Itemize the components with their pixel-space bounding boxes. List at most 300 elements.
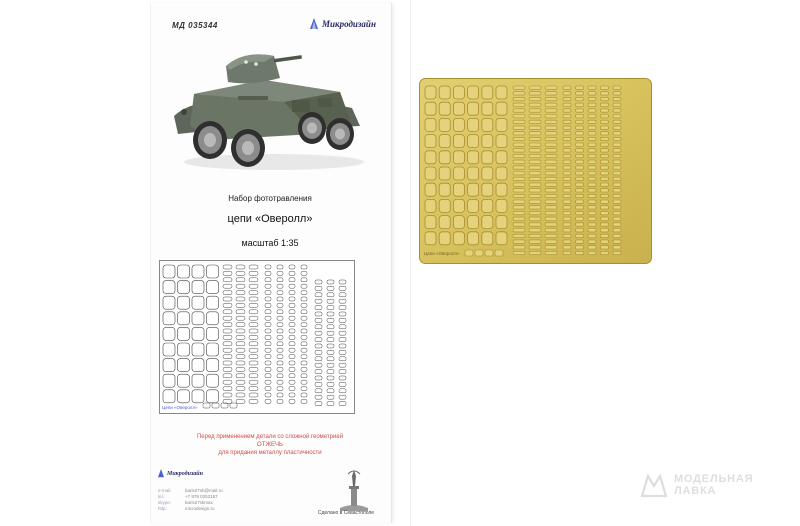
etched-link-large: [482, 232, 493, 245]
etched-link-large: [439, 232, 450, 245]
etched-link-small: [588, 240, 596, 243]
etched-link-medium: [545, 183, 557, 186]
etched-link-large: [439, 86, 450, 99]
etched-link-medium: [545, 234, 557, 237]
etched-link-small: [576, 160, 584, 163]
kit-type: Набор фототравления: [228, 194, 312, 203]
etched-link-medium: [529, 154, 541, 157]
contact-value: baris27skmax: [185, 500, 213, 505]
brand-sail-icon-small: [157, 469, 165, 478]
etched-link-large: [453, 102, 464, 115]
etched-link-medium: [513, 172, 525, 175]
etched-link-small: [576, 177, 584, 180]
etched-link-medium: [545, 194, 557, 197]
etched-link-large: [482, 183, 493, 196]
etched-link-large: [482, 167, 493, 180]
etched-link-small: [563, 126, 571, 129]
etched-link-small: [563, 154, 571, 157]
etched-link-small: [613, 217, 621, 220]
etched-link-large: [496, 216, 507, 229]
etched-link-small: [601, 183, 609, 186]
etched-link-large: [468, 135, 479, 148]
etched-link-medium: [545, 137, 557, 140]
etched-link-medium: [545, 160, 557, 163]
etched-link-small: [576, 229, 584, 232]
etched-link-large: [496, 199, 507, 212]
etched-link-small: [613, 160, 621, 163]
etched-link-small: [601, 240, 609, 243]
etched-link-large: [425, 183, 436, 196]
etched-link-small: [563, 149, 571, 152]
etched-link-medium: [529, 103, 541, 106]
etched-link-large: [439, 167, 450, 180]
etched-link-large: [425, 167, 436, 180]
etched-link-small: [563, 172, 571, 175]
etched-link-small: [601, 246, 609, 249]
etched-link-small: [576, 120, 584, 123]
etched-link-medium: [545, 240, 557, 243]
etched-link-large: [439, 151, 450, 164]
etched-link-large: [425, 86, 436, 99]
etched-link-small: [563, 97, 571, 100]
etched-link-medium: [513, 217, 525, 220]
etched-link-small: [601, 126, 609, 129]
etched-link-small: [601, 229, 609, 232]
etched-link-medium: [529, 126, 541, 129]
etched-link-small: [576, 92, 584, 95]
etched-link-small: [576, 234, 584, 237]
etched-link-large: [468, 183, 479, 196]
etched-link-small: [563, 132, 571, 135]
etched-link-small: [588, 177, 596, 180]
etched-link-small: [588, 103, 596, 106]
etched-link-small: [563, 246, 571, 249]
etched-link-small: [588, 172, 596, 175]
etched-link-large: [425, 232, 436, 245]
etched-link-medium: [545, 132, 557, 135]
etched-link-small: [613, 143, 621, 146]
etched-link-small: [576, 251, 584, 254]
etched-link-small: [601, 223, 609, 226]
etched-link-large: [482, 135, 493, 148]
etched-link-medium: [545, 115, 557, 118]
etched-link-small: [563, 189, 571, 192]
etched-link-small: [576, 189, 584, 192]
etched-link-medium: [529, 206, 541, 209]
etched-link-small: [601, 194, 609, 197]
etched-link-small: [613, 177, 621, 180]
etched-link-small: [563, 177, 571, 180]
brand-logo-bottom: [157, 469, 203, 478]
etched-link-small: [613, 154, 621, 157]
etched-link-medium: [513, 149, 525, 152]
etched-link-medium: [545, 166, 557, 169]
etched-link-small: [613, 149, 621, 152]
product-name: цепи «Оверолл»: [227, 213, 313, 225]
etched-link-medium: [529, 211, 541, 214]
etched-link-small: [613, 166, 621, 169]
etched-link-medium: [529, 137, 541, 140]
etched-link-medium: [513, 109, 525, 112]
fret-label: Цепи «Оверолл»: [162, 405, 198, 410]
etched-link-small: [588, 126, 596, 129]
etched-link-medium: [529, 240, 541, 243]
etched-link-small: [613, 240, 621, 243]
etched-link-medium: [545, 217, 557, 220]
contact-label: e-mail:: [158, 488, 172, 493]
etched-link-medium: [529, 217, 541, 220]
etched-link-small: [588, 149, 596, 152]
etched-link-large: [439, 118, 450, 131]
etched-link-small: [613, 120, 621, 123]
etched-link-small: [576, 183, 584, 186]
etched-link-medium: [545, 172, 557, 175]
etched-link-small: [588, 160, 596, 163]
etched-link-medium: [545, 211, 557, 214]
etched-link-large: [468, 102, 479, 115]
etched-link-small: [601, 211, 609, 214]
etched-link-large: [496, 135, 507, 148]
etched-link-medium: [513, 120, 525, 123]
etched-link-medium: [513, 189, 525, 192]
etched-tab: [475, 250, 483, 256]
etched-link-medium: [513, 194, 525, 197]
etched-link-medium: [529, 223, 541, 226]
etched-link-small: [588, 217, 596, 220]
etched-link-small: [613, 172, 621, 175]
watermark-logo-icon: [640, 472, 668, 498]
contact-label: skype:: [158, 500, 172, 505]
etched-link-small: [613, 97, 621, 100]
etched-link-large: [453, 199, 464, 212]
etched-link-large: [425, 151, 436, 164]
etched-link-small: [601, 160, 609, 163]
etched-link-small: [613, 92, 621, 95]
etched-link-small: [613, 126, 621, 129]
etched-link-medium: [529, 92, 541, 95]
etched-link-medium: [529, 246, 541, 249]
etched-link-large: [482, 216, 493, 229]
etched-link-small: [601, 120, 609, 123]
armored-car-photo: [164, 36, 368, 176]
etched-link-medium: [529, 115, 541, 118]
etched-link-small: [576, 206, 584, 209]
etched-link-large: [425, 216, 436, 229]
etched-link-small: [588, 189, 596, 192]
etched-link-large: [496, 118, 507, 131]
etched-link-large: [482, 86, 493, 99]
etched-link-small: [563, 251, 571, 254]
etched-link-medium: [545, 206, 557, 209]
etched-link-small: [576, 103, 584, 106]
etched-link-small: [588, 246, 596, 249]
contact-value: baris27sh@mail.ru: [185, 488, 223, 493]
etched-link-medium: [545, 103, 557, 106]
etched-link-large: [496, 183, 507, 196]
etched-link-small: [588, 97, 596, 100]
etched-link-small: [588, 166, 596, 169]
etched-link-small: [613, 183, 621, 186]
etched-link-small: [563, 166, 571, 169]
etched-link-medium: [513, 234, 525, 237]
etched-link-large: [453, 167, 464, 180]
etched-link-large: [496, 167, 507, 180]
etched-link-medium: [529, 109, 541, 112]
etched-link-large: [453, 232, 464, 245]
etched-link-small: [588, 143, 596, 146]
etched-link-medium: [513, 103, 525, 106]
etched-link-small: [576, 166, 584, 169]
etched-link-small: [601, 234, 609, 237]
etched-link-medium: [513, 206, 525, 209]
etched-link-medium: [513, 92, 525, 95]
etched-link-small: [601, 92, 609, 95]
etched-link-medium: [529, 234, 541, 237]
etched-link-medium: [545, 154, 557, 157]
etched-link-small: [601, 137, 609, 140]
etched-link-large: [425, 135, 436, 148]
etched-link-large: [496, 232, 507, 245]
etched-link-small: [563, 137, 571, 140]
etched-link-small: [588, 92, 596, 95]
etched-link-small: [601, 206, 609, 209]
etched-link-large: [439, 216, 450, 229]
etched-link-large: [468, 232, 479, 245]
etched-link-small: [576, 97, 584, 100]
contact-row: [158, 506, 223, 512]
contact-block: [158, 488, 223, 512]
etched-link-large: [439, 102, 450, 115]
etched-link-medium: [529, 166, 541, 169]
etched-link-small: [601, 103, 609, 106]
etched-link-small: [588, 132, 596, 135]
watermark-line-2: ЛАВКА: [674, 485, 717, 497]
etched-link-small: [601, 177, 609, 180]
etched-link-small: [563, 223, 571, 226]
annealing-warning: [150, 433, 390, 457]
etched-link-medium: [513, 229, 525, 232]
etched-link-small: [576, 246, 584, 249]
etched-link-small: [601, 86, 609, 89]
etched-link-small: [563, 120, 571, 123]
scale-label: масштаб 1:35: [241, 238, 299, 248]
etched-tab: [495, 250, 503, 256]
etched-link-small: [601, 217, 609, 220]
etched-link-small: [613, 211, 621, 214]
etched-link-small: [588, 234, 596, 237]
etched-link-small: [563, 115, 571, 118]
fret-diagram: [159, 260, 355, 414]
etched-link-small: [563, 206, 571, 209]
etched-link-small: [563, 109, 571, 112]
etched-link-medium: [545, 177, 557, 180]
etched-link-small: [613, 200, 621, 203]
etched-link-small: [601, 166, 609, 169]
etched-link-medium: [529, 120, 541, 123]
etched-link-medium: [513, 115, 525, 118]
etched-link-medium: [529, 229, 541, 232]
etched-link-small: [601, 97, 609, 100]
etched-link-small: [588, 109, 596, 112]
etched-link-small: [563, 217, 571, 220]
etched-link-small: [613, 194, 621, 197]
etched-link-medium: [513, 251, 525, 254]
etched-link-small: [588, 154, 596, 157]
etched-link-small: [576, 217, 584, 220]
etched-link-small: [613, 103, 621, 106]
warning-line-3: для придания металлу пластичности: [218, 450, 322, 456]
etched-link-medium: [545, 246, 557, 249]
etched-link-small: [576, 109, 584, 112]
etched-link-large: [453, 86, 464, 99]
etched-link-small: [613, 115, 621, 118]
etched-link-small: [563, 194, 571, 197]
etched-link-small: [576, 194, 584, 197]
etched-link-medium: [545, 149, 557, 152]
etched-link-medium: [513, 166, 525, 169]
etched-link-medium: [545, 200, 557, 203]
etched-link-large: [468, 151, 479, 164]
etched-link-medium: [529, 200, 541, 203]
etched-link-medium: [513, 183, 525, 186]
etched-link-small: [613, 86, 621, 89]
etched-link-medium: [545, 109, 557, 112]
etched-link-small: [563, 229, 571, 232]
etched-link-large: [439, 199, 450, 212]
brand-name: Микродизайн: [322, 19, 376, 29]
etched-link-medium: [513, 246, 525, 249]
etched-link-small: [601, 115, 609, 118]
etched-link-large: [496, 151, 507, 164]
etched-link-small: [588, 229, 596, 232]
brass-photo-etch-sheet: [419, 78, 652, 264]
etched-link-small: [601, 172, 609, 175]
etched-link-large: [496, 102, 507, 115]
etched-link-small: [563, 160, 571, 163]
etched-link-large: [482, 102, 493, 115]
etched-link-large: [468, 216, 479, 229]
etched-link-small: [563, 143, 571, 146]
sheet-label: Цепи «Оверолл»: [424, 251, 460, 256]
etched-link-small: [576, 200, 584, 203]
etched-link-medium: [529, 183, 541, 186]
etched-link-small: [588, 137, 596, 140]
etched-link-medium: [513, 240, 525, 243]
etched-link-small: [613, 132, 621, 135]
watermark-line-1: МОДЕЛЬНАЯ: [674, 473, 754, 485]
watermark: [640, 472, 753, 498]
etched-link-medium: [513, 200, 525, 203]
etched-link-medium: [529, 194, 541, 197]
etched-link-small: [576, 154, 584, 157]
etched-link-small: [576, 211, 584, 214]
etched-link-small: [613, 189, 621, 192]
etched-link-small: [563, 103, 571, 106]
etched-link-small: [588, 194, 596, 197]
etched-link-small: [563, 92, 571, 95]
etched-link-small: [588, 206, 596, 209]
warning-line-2: ОТЖЕЧЬ: [257, 442, 283, 448]
etched-link-small: [576, 240, 584, 243]
etched-link-large: [496, 86, 507, 99]
etched-link-large: [453, 216, 464, 229]
etched-link-small: [613, 251, 621, 254]
etched-link-medium: [513, 211, 525, 214]
etched-link-small: [601, 149, 609, 152]
etched-link-large: [453, 118, 464, 131]
etched-link-medium: [513, 132, 525, 135]
etched-link-small: [601, 132, 609, 135]
etched-link-large: [482, 118, 493, 131]
etched-link-medium: [529, 97, 541, 100]
etched-link-medium: [545, 86, 557, 89]
contact-value: microdesign.ru: [185, 506, 215, 511]
etched-link-large: [482, 199, 493, 212]
etched-link-small: [563, 240, 571, 243]
etched-link-small: [588, 223, 596, 226]
catalog-code: МД 035344: [172, 21, 218, 30]
etched-link-large: [425, 199, 436, 212]
contact-value: +7 978 0253167: [185, 494, 218, 499]
etched-link-medium: [545, 120, 557, 123]
etched-tab: [485, 250, 493, 256]
etched-link-small: [588, 200, 596, 203]
etched-link-large: [468, 199, 479, 212]
etched-link-small: [576, 132, 584, 135]
etched-link-small: [588, 183, 596, 186]
etched-link-large: [439, 135, 450, 148]
etched-link-small: [601, 109, 609, 112]
etched-link-medium: [529, 251, 541, 254]
etched-link-large: [439, 183, 450, 196]
etched-link-small: [601, 189, 609, 192]
sevastopol-monument-icon: [336, 468, 372, 512]
etched-link-large: [425, 102, 436, 115]
etched-link-large: [468, 167, 479, 180]
etched-link-small: [601, 143, 609, 146]
etched-link-medium: [513, 223, 525, 226]
etched-link-medium: [545, 251, 557, 254]
etched-link-small: [613, 206, 621, 209]
etched-tab: [465, 250, 473, 256]
etched-link-small: [576, 126, 584, 129]
etched-link-medium: [513, 97, 525, 100]
etched-link-large: [453, 135, 464, 148]
etched-link-small: [588, 251, 596, 254]
etched-link-medium: [513, 143, 525, 146]
etched-link-medium: [529, 86, 541, 89]
etched-link-medium: [529, 189, 541, 192]
etched-link-large: [468, 118, 479, 131]
etched-link-medium: [545, 143, 557, 146]
etched-link-medium: [545, 189, 557, 192]
brand-name-small: Микродизайн: [167, 470, 203, 477]
etched-link-small: [613, 234, 621, 237]
warning-line-1: Перед применением детали со сложной геометрией: [196, 434, 344, 440]
etched-link-medium: [545, 97, 557, 100]
etched-link-small: [576, 149, 584, 152]
etched-link-medium: [529, 160, 541, 163]
etched-link-small: [613, 109, 621, 112]
etched-link-small: [613, 223, 621, 226]
etched-link-small: [576, 172, 584, 175]
made-in-label: Сделано в Севастополе: [317, 510, 375, 516]
etched-link-large: [482, 151, 493, 164]
etched-link-large: [453, 151, 464, 164]
etched-link-medium: [545, 223, 557, 226]
etched-link-small: [576, 137, 584, 140]
etched-link-small: [601, 251, 609, 254]
